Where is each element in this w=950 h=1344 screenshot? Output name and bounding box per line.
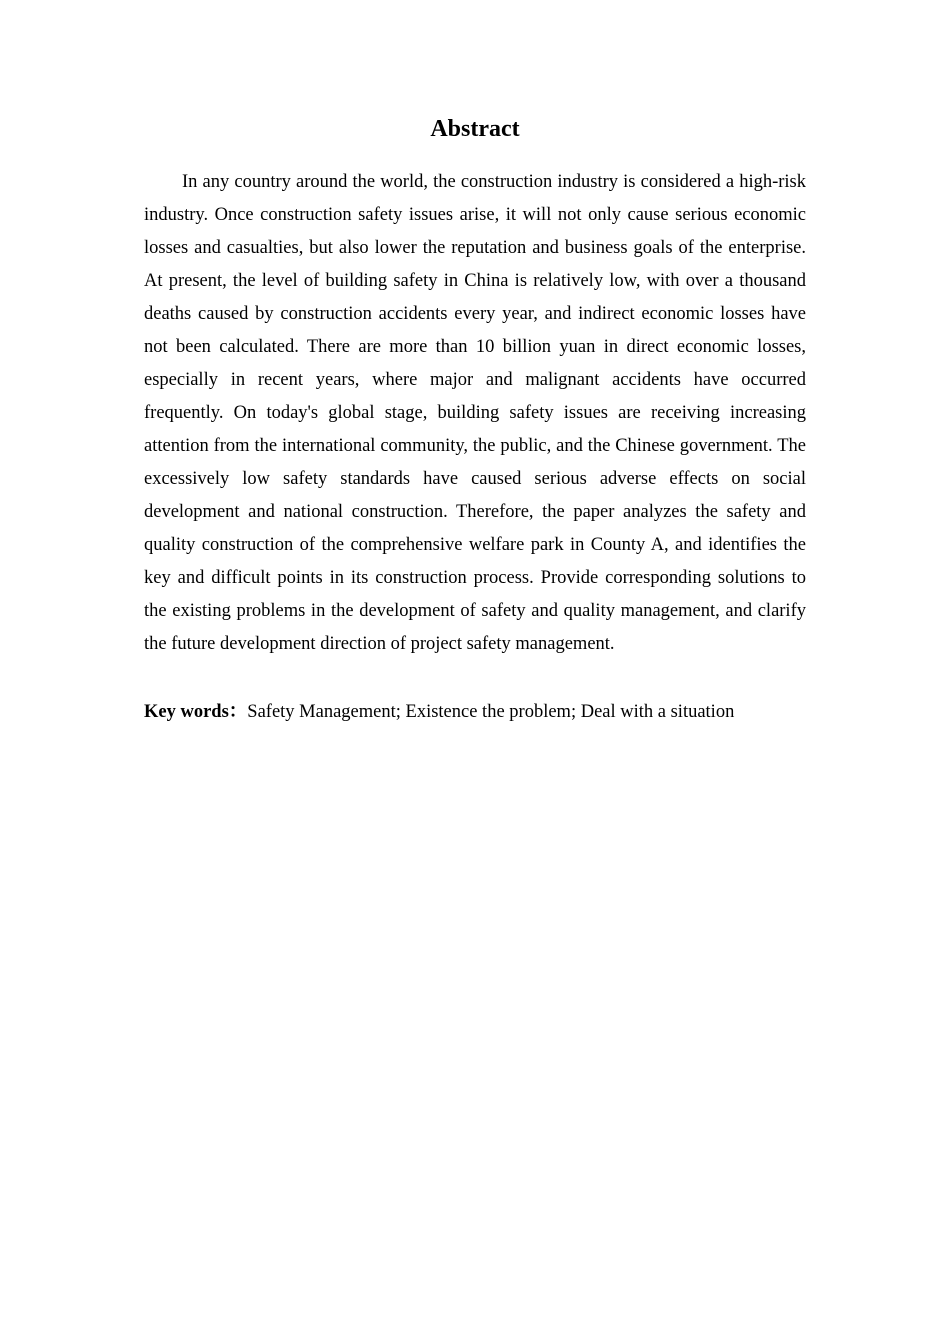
document-page	[144, 113, 806, 729]
abstract-body: In any country around the world, the construction industry is considered a high-risk industry. Once construction safety issues arise, it will not only cause serious economic losses and casualties, but also lower the reputation and business goals of the enterprise. At present, the level of building safety in China is relatively low, with over a thousand deaths caused by construction accidents every year, and indirect economic losses have not been calculated. There are more than 10 billion yuan in direct economic losses, especially in recent years, where major and malignant accidents have occurred frequently. On today's global stage, building safety issues are receiving increasing attention from the international community, the public, and the Chinese government. The excessively low safety standards have caused serious adverse effects on social development and national construction. Therefore, the paper analyzes the safety and quality construction of the comprehensive welfare park in County A, and identifies the key and difficult points in its construction process. Provide corresponding solutions to the existing problems in the development of safety and quality management, and clarify the future development direction of project safety management.	[144, 172, 806, 654]
keywords-label: Key words：	[144, 702, 248, 722]
abstract-title: Abstract	[430, 116, 520, 142]
keywords-text: Safety Management; Existence the problem; Deal with a situation	[247, 702, 735, 722]
keywords-line	[144, 696, 806, 729]
